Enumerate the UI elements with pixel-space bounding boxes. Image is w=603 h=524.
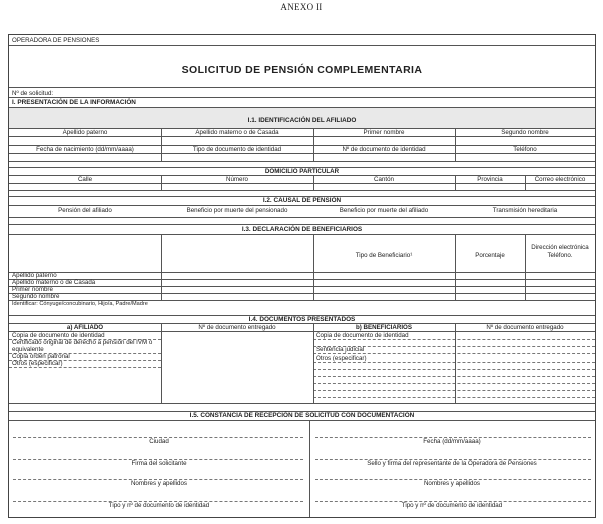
s15-title: I.5. CONSTANCIA DE RECEPCIÓN DE SOLICITUD CON DOCUMENTACIÓN bbox=[189, 412, 415, 419]
number-label: Número bbox=[225, 176, 248, 183]
beneficiary-doc-id-copy: Copia de documento de identidad bbox=[316, 332, 409, 339]
ben-paternal-surname-label: Apellido paterno bbox=[12, 272, 57, 279]
contact-header: Dirección electrónica Teléfono. bbox=[531, 244, 589, 259]
province-label: Provincia bbox=[477, 176, 503, 183]
section1-title: I. PRESENTACIÓN DE LA INFORMACIÓN bbox=[12, 99, 136, 106]
id-doc-number-label: Nº de documento de identidad bbox=[342, 146, 426, 153]
affiliate-maternal-surname-label: Apellido materno o de Casada bbox=[195, 129, 279, 136]
birth-date-label: Fecha de nacimiento (dd/mm/aaaa) bbox=[36, 146, 134, 153]
s12-title: I.2. CAUSAL DE PENSIÓN bbox=[262, 197, 342, 204]
percentage-header: Porcentaje bbox=[475, 252, 505, 259]
ben-maternal-surname-label: Apellido materno o de Casada bbox=[12, 279, 96, 286]
affiliate-docno-header: Nº de documento entregado bbox=[198, 324, 276, 331]
ben-second-name-label: Segundo nombre bbox=[12, 293, 60, 300]
affiliate-docs-header: a) AFILIADO bbox=[66, 324, 104, 331]
ben-first-name-label: Primer nombre bbox=[12, 286, 53, 293]
affiliate-first-name-label: Primer nombre bbox=[363, 129, 405, 136]
request-number-label: Nº de solicitud: bbox=[12, 90, 54, 97]
form-title: SOLICITUD DE PENSIÓN COMPLEMENTARIA bbox=[181, 64, 423, 76]
pension-form bbox=[8, 34, 596, 518]
phone-label: Teléfono bbox=[513, 146, 537, 153]
beneficiary-docs-header: b) BENEFICIARIOS bbox=[355, 324, 413, 331]
affiliate-second-name-label: Segundo nombre bbox=[501, 129, 549, 136]
affiliate-doc-others: Otros (especificar) bbox=[12, 360, 63, 367]
applicant-id-doc-label: Tipo y nº de documento de identidad bbox=[108, 502, 210, 509]
beneficiary-type-header: Tipo de Beneficiario¹ bbox=[355, 252, 413, 259]
applicant-signature-label: Firma del solicitante bbox=[131, 460, 187, 467]
street-label: Calle bbox=[77, 176, 93, 183]
cause-pensioner-death: Beneficio por muerte del pensionado bbox=[186, 207, 288, 214]
beneficiary-doc-others: Otros (especificar) bbox=[316, 355, 367, 362]
s14-title: I.4. DOCUMENTOS PRESENTADOS bbox=[248, 316, 356, 323]
affiliate-doc-pension-cert: Certificado original de derecho a pensión del IVM o equivalente bbox=[12, 339, 153, 353]
date-label: Fecha (dd/mm/aaaa) bbox=[423, 438, 481, 445]
canton-label: Cantón bbox=[374, 176, 394, 183]
applicant-full-name-label: Nombres y apellidos bbox=[130, 480, 188, 487]
operator-rep-full-name-label: Nombres y apellidos bbox=[423, 480, 481, 487]
cause-affiliate-pension: Pensión del afiliado bbox=[58, 207, 112, 214]
cause-hereditary: Transmisión hereditaria bbox=[492, 207, 558, 214]
annex-label: ANEXO II bbox=[280, 2, 323, 12]
s11-title: I.1. IDENTIFICACIÓN DEL AFILIADO bbox=[247, 117, 357, 124]
affiliate-doc-id-copy: Copia de documento de identidad bbox=[12, 332, 105, 339]
address-title: DOMICILIO PARTICULAR bbox=[264, 168, 340, 175]
beneficiary-docno-header: Nº de documento entregado bbox=[486, 324, 564, 331]
id-doc-type-label: Tipo de documento de identidad bbox=[192, 146, 282, 153]
operator-label: OPERADORA DE PENSIONES bbox=[12, 37, 100, 44]
beneficiary-footnote: Identificar: Cónyuge/concubinario, Hijo/a, Padre/Madre bbox=[12, 301, 148, 307]
email-label: Correo electrónico bbox=[534, 176, 586, 183]
s13-title: I.3. DECLARACIÓN DE BENEFICIARIOS bbox=[241, 226, 363, 233]
affiliate-paternal-surname-label: Apellido paterno bbox=[62, 129, 108, 136]
operator-rep-id-doc-label: Tipo y nº de documento de identidad bbox=[401, 502, 503, 509]
cause-affiliate-death: Beneficio por muerte del afiliado bbox=[339, 207, 429, 214]
beneficiary-doc-judgment: Sentencia judicial bbox=[316, 346, 365, 353]
operator-stamp-signature-label: Sello y firma del representante de la Operadora de Pensiones bbox=[367, 460, 537, 467]
city-label: Ciudad bbox=[149, 438, 169, 445]
affiliate-doc-employer-order: Copia orden patronal bbox=[12, 353, 70, 360]
